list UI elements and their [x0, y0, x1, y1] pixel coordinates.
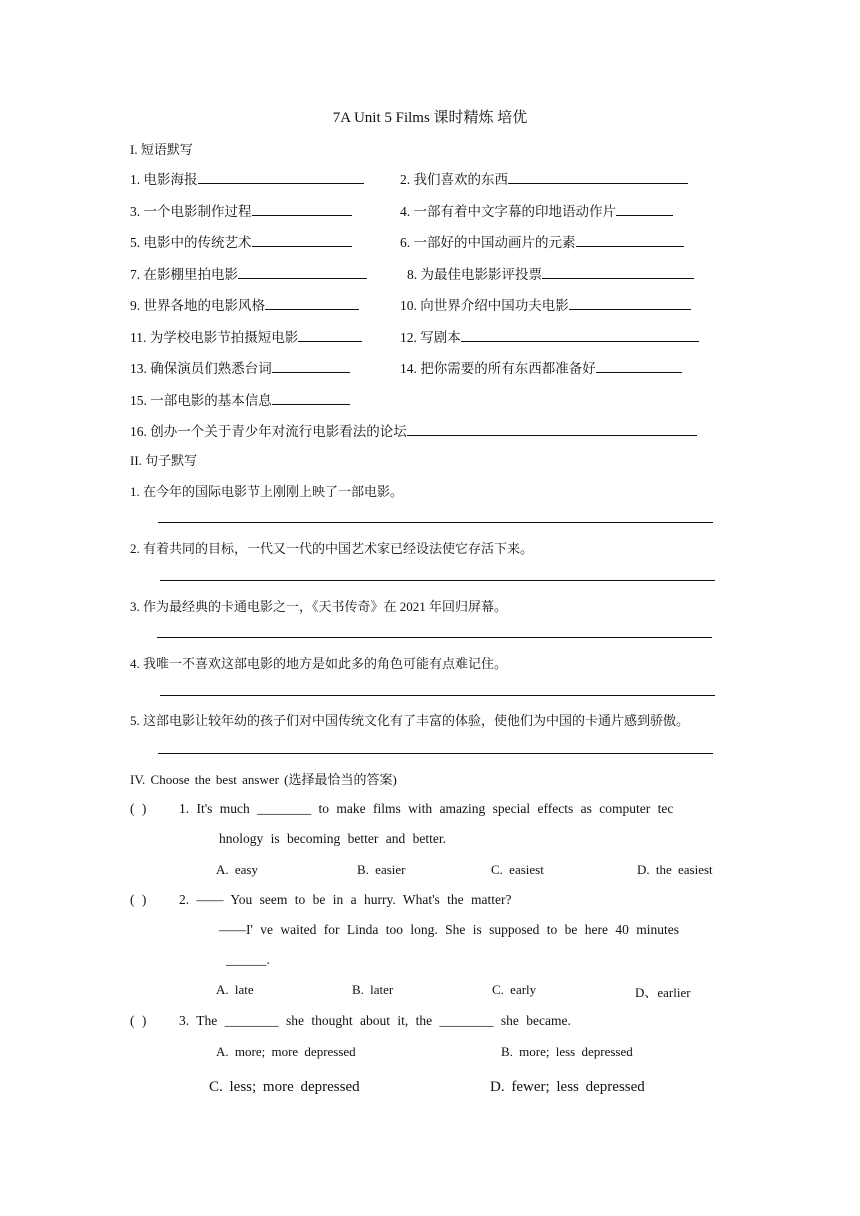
answer-blank[interactable]: [461, 328, 699, 342]
answer-line[interactable]: [160, 580, 715, 581]
phrase-item: [400, 168, 688, 188]
option-b[interactable]: B. more; less depressed: [501, 1044, 633, 1059]
question-1-text-cont: hnology is becoming better and better.: [219, 831, 446, 846]
option-a[interactable]: A. late: [216, 982, 254, 997]
page-title: 7A Unit 5 Films 课时精炼 培优: [332, 110, 528, 126]
answer-line[interactable]: [160, 695, 715, 696]
sentence-prompt: 4. 我唯一不喜欢这部电影的地方是如此多的角色可能有点难记住。: [130, 656, 508, 671]
phrase-item: [400, 294, 691, 314]
answer-blank[interactable]: [576, 233, 684, 247]
phrase-item: [130, 200, 352, 220]
answer-line[interactable]: [158, 753, 713, 754]
phrase-text: 7. 在影棚里拍电影: [130, 267, 238, 282]
phrase-text: 10. 向世界介绍中国功夫电影: [400, 298, 569, 313]
option-c[interactable]: C. easiest: [491, 862, 544, 877]
option-c[interactable]: C. less; more depressed: [209, 1079, 360, 1095]
option-d[interactable]: D、earlier: [635, 985, 691, 1000]
answer-paren[interactable]: ( ): [130, 801, 147, 816]
option-d[interactable]: D. fewer; less depressed: [490, 1079, 645, 1095]
option-b[interactable]: B. easier: [357, 862, 406, 877]
phrase-text: 13. 确保演员们熟悉台词: [130, 361, 272, 376]
phrase-item: [400, 200, 673, 220]
answer-blank[interactable]: [238, 265, 367, 279]
option-c[interactable]: C. early: [492, 982, 537, 997]
answer-line[interactable]: [158, 522, 713, 523]
answer-paren[interactable]: ( ): [130, 892, 147, 907]
option-a[interactable]: A. more; more depressed: [216, 1044, 356, 1059]
answer-blank[interactable]: [596, 359, 682, 373]
phrase-item: [130, 420, 697, 440]
option-d[interactable]: D. the easiest: [637, 862, 713, 877]
sentence-prompt: 1. 在今年的国际电影节上刚刚上映了一部电影。: [130, 484, 404, 499]
answer-blank[interactable]: [508, 170, 688, 184]
answer-blank[interactable]: [616, 202, 673, 216]
phrase-item: [130, 231, 352, 251]
answer-paren[interactable]: ( ): [130, 1013, 147, 1028]
answer-line[interactable]: [157, 637, 712, 638]
phrase-text: 12. 写剧本: [400, 330, 461, 345]
phrase-text: 2. 我们喜欢的东西: [400, 172, 508, 187]
section-1-heading: I. 短语默写: [130, 142, 193, 157]
phrase-item: [407, 263, 694, 283]
answer-blank[interactable]: [542, 265, 694, 279]
answer-blank[interactable]: [252, 233, 352, 247]
phrase-item: [130, 389, 350, 409]
question-3-text: 3. The ________ she thought about it, the ________ she became.: [179, 1013, 571, 1028]
phrase-text: 15. 一部电影的基本信息: [130, 393, 272, 408]
phrase-item: [400, 231, 684, 251]
phrase-item: [130, 357, 350, 377]
phrase-item: [130, 168, 364, 188]
phrase-text: 8. 为最佳电影影评投票: [407, 267, 542, 282]
answer-blank[interactable]: [265, 296, 359, 310]
question-2-blank: ______.: [226, 952, 270, 967]
sentence-prompt: 3. 作为最经典的卡通电影之一，《天书传奇》在 2021 年回归屏幕。: [130, 599, 508, 614]
phrase-item: [130, 326, 362, 346]
answer-blank[interactable]: [272, 359, 350, 373]
phrase-item: [130, 263, 367, 283]
phrase-text: 9. 世界各地的电影风格: [130, 298, 265, 313]
section-2-heading: II. 句子默写: [130, 453, 198, 468]
answer-blank[interactable]: [252, 202, 352, 216]
phrase-text: 16. 创办一个关于青少年对流行电影看法的论坛: [130, 424, 407, 439]
sentence-prompt: 5. 这部电影让较年幼的孩子们对中国传统文化有了丰富的体验，使他们为中国的卡通片感到骄傲。: [130, 713, 690, 728]
phrase-item: [400, 326, 699, 346]
answer-blank[interactable]: [198, 170, 364, 184]
answer-blank[interactable]: [272, 391, 350, 405]
answer-blank[interactable]: [569, 296, 691, 310]
phrase-text: 4. 一部有着中文字幕的印地语动作片: [400, 204, 616, 219]
phrase-text: 1. 电影海报: [130, 172, 198, 187]
question-1-text: 1. It's much ________ to make films with amazing special effects as computer tec: [179, 801, 674, 816]
section-4-heading: IV. Choose the best answer (选择最恰当的答案): [130, 772, 397, 787]
option-b[interactable]: B. later: [352, 982, 394, 997]
phrase-text: 14. 把你需要的所有东西都准备好: [400, 361, 596, 376]
question-2-text-cont: ——I' ve waited for Linda too long. She is supposed to be here 40 minutes: [219, 922, 679, 937]
answer-blank[interactable]: [407, 422, 697, 436]
question-2-text: 2. —— You seem to be in a hurry. What's the matter?: [179, 892, 512, 907]
phrase-text: 5. 电影中的传统艺术: [130, 235, 252, 250]
option-a[interactable]: A. easy: [216, 862, 258, 877]
phrase-text: 11. 为学校电影节拍摄短电影: [130, 330, 299, 345]
phrase-text: 3. 一个电影制作过程: [130, 204, 252, 219]
phrase-text: 6. 一部好的中国动画片的元素: [400, 235, 576, 250]
answer-blank[interactable]: [298, 328, 362, 342]
sentence-prompt: 2. 有着共同的目标，一代又一代的中国艺术家已经设法使它存活下来。: [130, 541, 534, 556]
phrase-item: [130, 294, 359, 314]
phrase-item: [400, 357, 682, 377]
